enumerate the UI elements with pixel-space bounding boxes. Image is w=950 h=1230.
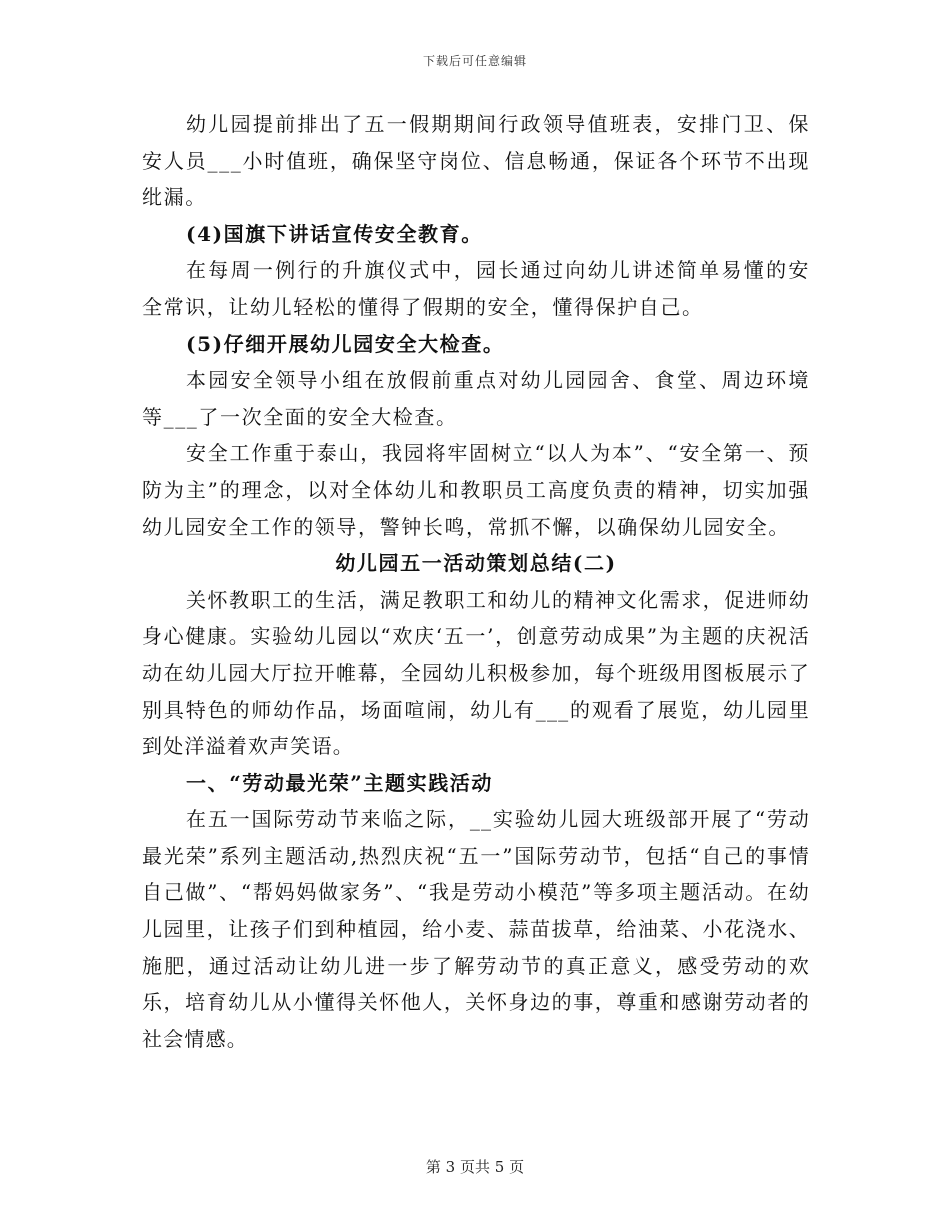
page-header: 下载后可任意编辑 [422, 54, 527, 68]
paragraph-safety-principles: 安全工作重于泰山，我园将牢固树立“以人为本”、“安全第一、预防为主”的理念，以对全体幼儿和教职员工高度负责的精神，切实加强幼儿园安全工作的领导，警钟长鸣，常抓不懈，以确保幼儿园安全。 [142, 441, 810, 539]
section-title-summary-two: 幼儿园五一活动策划总结(二) [335, 551, 617, 576]
heading-safety-inspection: (5)仔细开展幼儿园安全大检查。 [186, 331, 505, 356]
document-body [142, 106, 810, 1057]
paragraph-labor-activities: 在五一国际劳动节来临之际，__实验幼儿园大班级部开展了“劳动最光荣”系列主题活动,热烈庆祝“五一”国际劳动节，包括“自己的事情自己做”、“帮妈妈做家务”、“我是劳动小模范”等多项主题活动。在幼儿园里，让孩子们到种植园，给小麦、蒜苗拔草，给油菜、小花浇水、施肥，通过活动让幼儿进一步了解劳动节的真正意义，感受劳动的欢乐，培育幼儿从小懂得关怀他人，关怀身边的事，尊重和感谢劳动者的社会情感。 [142, 807, 810, 1051]
heading-labor-glory: 一、“劳动最光荣”主题实践活动 [186, 770, 494, 795]
paragraph-flag-ceremony: 在每周一例行的升旗仪式中，园长通过向幼儿讲述简单易懂的安全常识，让幼儿轻松的懂得了假期的安全，懂得保护自己。 [142, 258, 810, 319]
heading-flag-speech: (4)国旗下讲话宣传安全教育。 [186, 221, 483, 246]
paragraph-duty-schedule: 幼儿园提前排出了五一假期期间行政领导值班表，安排门卫、保安人员___小时值班，确保坚守岗位、信息畅通，保证各个环节不出现纰漏。 [142, 112, 810, 210]
page-footer: 第 3 页共 5 页 [425, 1158, 525, 1176]
paragraph-celebration: 关怀教职工的生活，满足教职工和幼儿的精神文化需求，促进师幼身心健康。实验幼儿园以“欢庆‘五一’，创意劳动成果”为主题的庆祝活动在幼儿园大厅拉开帷幕，全园幼儿积极参加，每个班级用图板展示了别具特色的师幼作品，场面喧闹，幼儿有___的观看了展览，幼儿园里到处洋溢着欢声笑语。 [142, 587, 810, 759]
paragraph-inspection: 本园安全领导小组在放假前重点对幼儿园园舍、食堂、周边环境等___了一次全面的安全大检查。 [142, 368, 810, 429]
